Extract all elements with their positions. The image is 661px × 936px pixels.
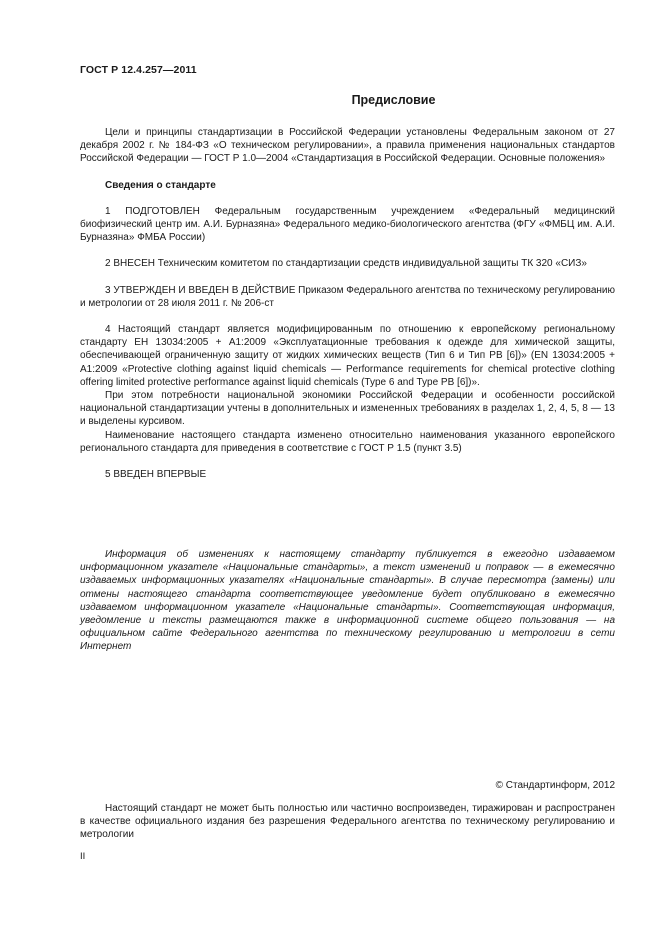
copyright-line: © Стандартинформ, 2012 (495, 780, 615, 791)
item-2-paragraph: 2 ВНЕСЕН Техническим комитетом по стандартизации средств индивидуальной защиты ТК 320 «СИЗ» (105, 258, 587, 270)
foreword-body (80, 126, 615, 481)
page-number: II (80, 851, 86, 862)
document-header: ГОСТ Р 12.4.257—2011 (80, 64, 197, 76)
intro-paragraph: Цели и принципы стандартизации в Российской Федерации установлены Федеральным законом от 27 декабря 2002 г. № 184-ФЗ «О техническом регулировании», а правила применения национальных стандартов Российской Федерации — ГОСТ Р 1.0—2004 «Стандартизация в Российской Федерации. Основные положения» (80, 127, 615, 165)
item-4-modifications-paragraph: При этом потребности национальной экономики Российской Федерации и особенности российской национальной стандартизации учтены в дополнительных и измененных требованиях в разделах 1, 2, 4, 5, 8 — 13 и выделены курсивом. (80, 390, 615, 428)
page-title: Предисловие (351, 93, 436, 107)
change-info-paragraph: Информация об изменениях к настоящему стандарту публикуется в ежегодно издаваемом информационном указателе «Национальные стандарты», а текст изменений и поправок — в ежемесячно издаваемых информационных указателях «Национальные стандарты». В случае пересмотра (замены) или отмены настоящего стандарта соответствующее уведомление будет опубликовано в ежемесячно издаваемом информационном указателе «Национальные стандарты». Соответствующая информация, уведомление и тексты размещаются также в информационной системе общего пользования — на официальном сайте Федерального агентства по техническому регулированию и метрологии в сети Интернет (80, 549, 615, 653)
reproduction-notice (80, 802, 615, 842)
item-5-paragraph: 5 ВВЕДЕН ВПЕРВЫЕ (105, 469, 207, 481)
item-3-paragraph: 3 УТВЕРЖДЕН И ВВЕДЕН В ДЕЙСТВИЕ Приказом Федерального агентства по техническому регулированию и метрологии от 28 июля 2011 г. № 206-ст (80, 284, 615, 309)
item-1-paragraph: 1 ПОДГОТОВЛЕН Федеральным государственным учреждением «Федеральный медицинский биофизический центр им. А.И. Бурназяна» Федерального медико-биологического агентства (ФГУ «ФМБЦ им. А.И. Бурназяна» ФМБА России) (80, 205, 615, 244)
reproduction-paragraph: Настоящий стандарт не может быть полностью или частично воспроизведен, тиражирован и распространен в качестве официального издания без разрешения Федерального агентства по техническому регулированию и метрологии (80, 803, 615, 841)
item-4-paragraph: 4 Настоящий стандарт является модифицированным по отношению к европейскому региональному стандарту ЕН 13034:2005 + А1:2009 «Эксплуатационные требования к одежде для химической защиты, обеспечивающей ограниченную защиту от жидких химических веществ (Тип 6 и Тип РВ [6])» (EN 13034:2005 + A1:2009 «Protective clothing against liquid chemicals — Performance requirements for chemical protective clothing offering limited protective performance against liquid chemicals (Type 6 and Type PB [6])». (80, 324, 615, 388)
item-4-title-change-paragraph: Наименование настоящего стандарта изменено относительно наименования указанного европейского регионального стандарта для приведения в соответствие с ГОСТ Р 1.5 (пункт 3.5) (80, 429, 615, 454)
section-subheading: Сведения о стандарте (105, 179, 216, 191)
change-info-notice (80, 548, 615, 654)
